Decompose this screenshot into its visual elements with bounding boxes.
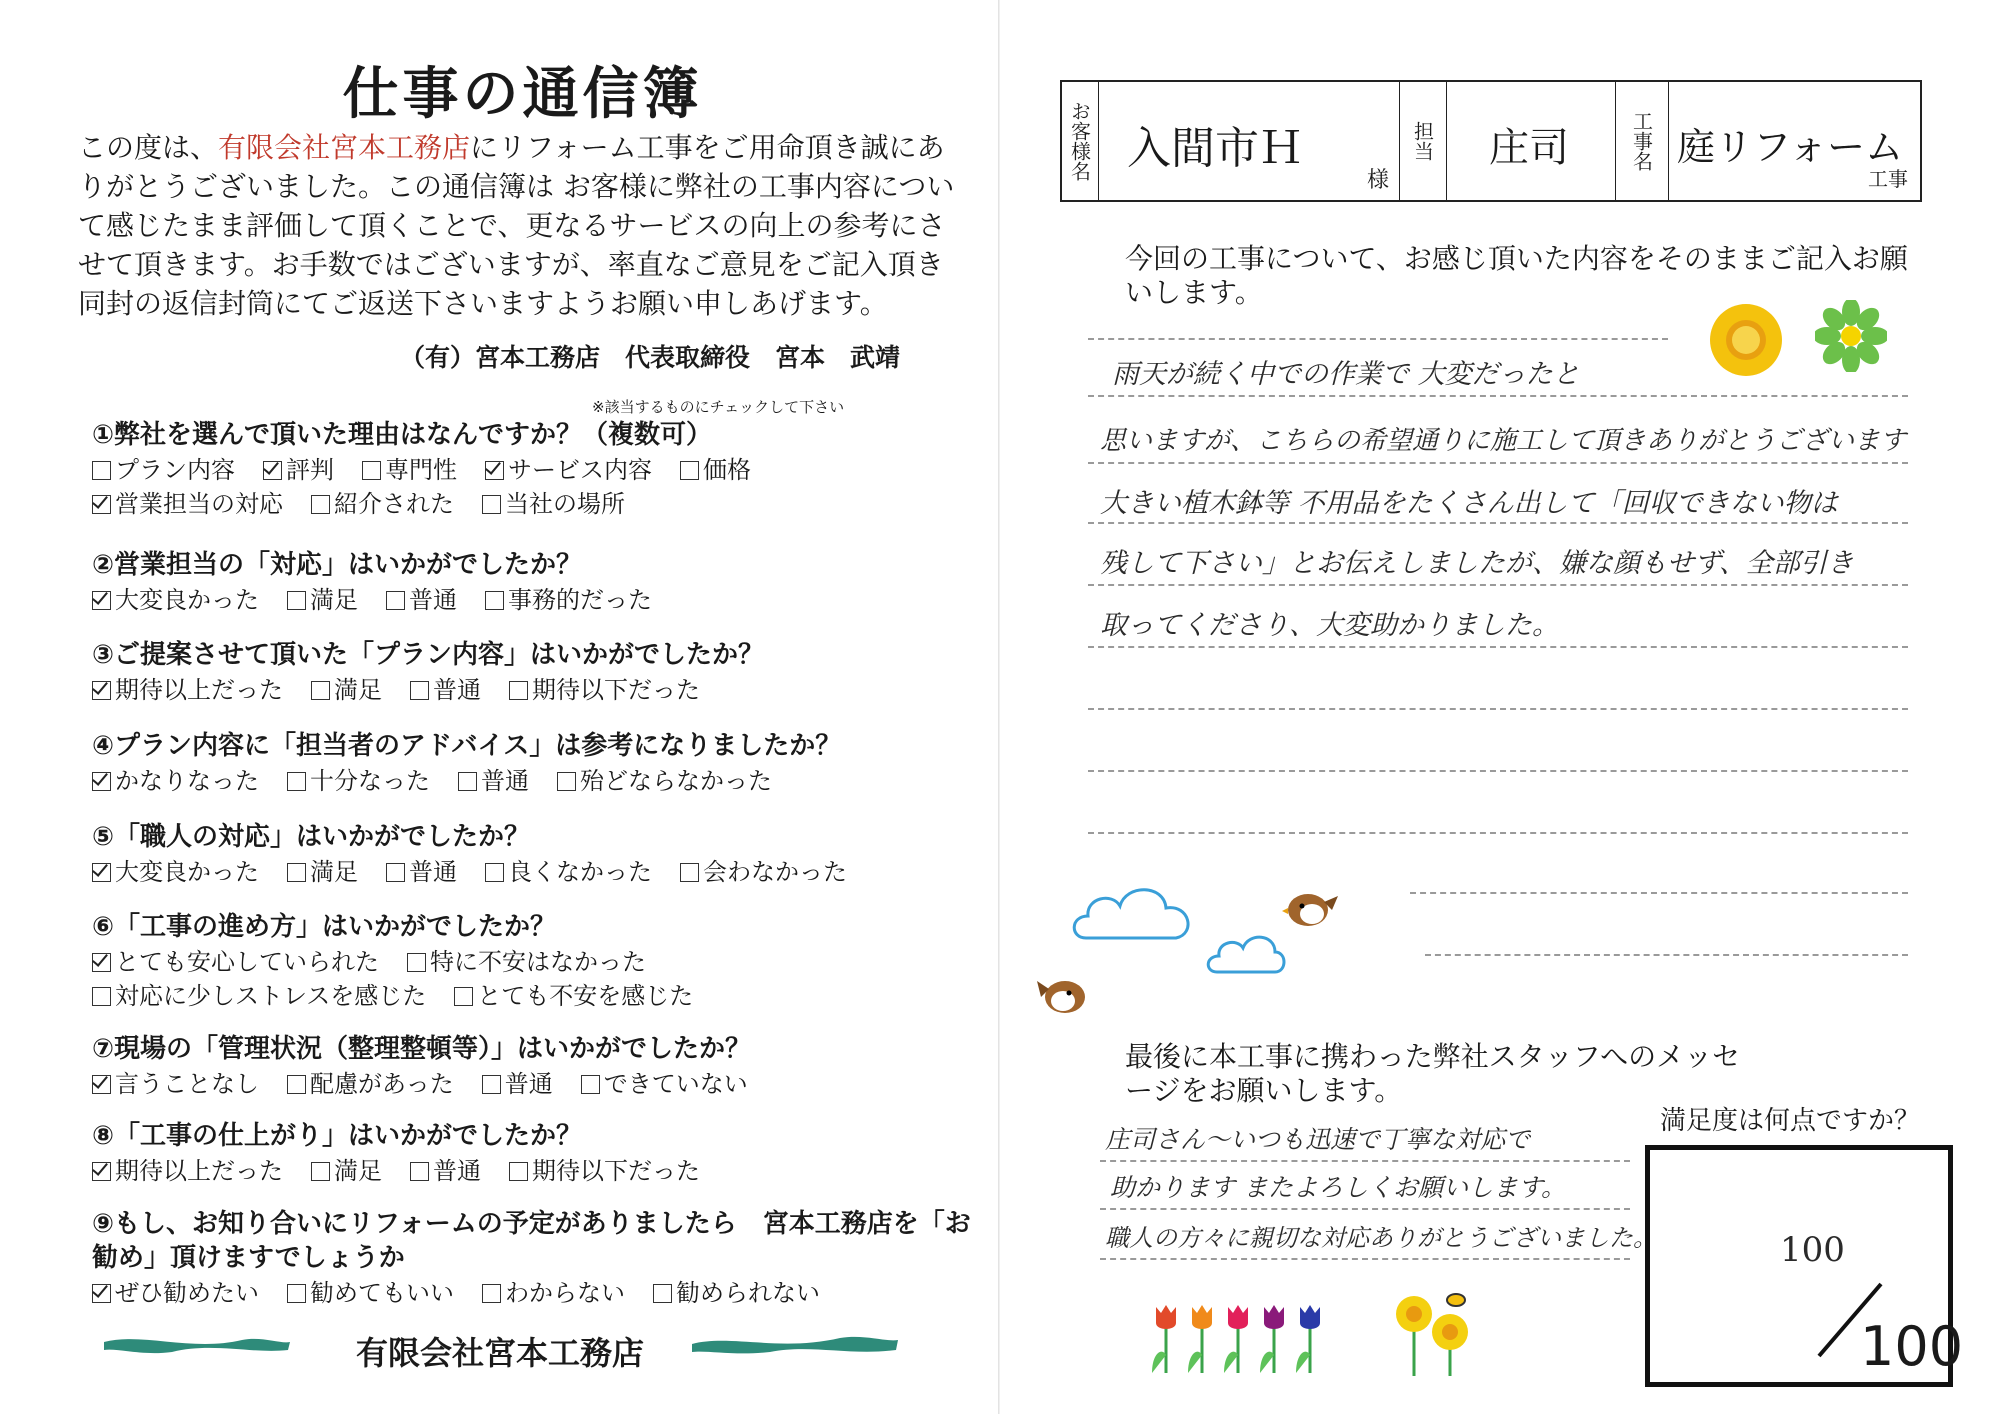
checked-box-icon[interactable] [92,863,111,882]
question-text: ⑥「工事の進め方」はいかがでしたか？ [92,912,557,942]
empty-box-icon[interactable] [485,591,504,610]
option-label: 事務的だった [508,586,652,614]
checkbox-option[interactable] [485,583,652,617]
bird-icon [1282,888,1338,930]
option-label: 期待以上だった [115,1157,283,1185]
checkbox-option[interactable] [482,487,625,521]
rule-line [1410,892,1908,894]
comment-prompt: 今回の工事について、お感じ頂いた内容をそのままご記入お願いします。 [1125,242,1908,309]
rule-line [1088,708,1908,710]
checkbox-option[interactable] [410,673,481,707]
signature: （有）宮本工務店 代表取締役 宮本 武靖 [400,343,901,372]
option-label: 特に不安はなかった [430,948,646,976]
option-label: かなりなった [115,767,259,795]
rule-line [1088,338,1668,340]
checkbox-option[interactable] [386,855,457,889]
checkbox-option[interactable] [92,453,235,487]
checkbox-option[interactable] [92,855,259,889]
empty-box-icon[interactable] [680,863,699,882]
empty-box-icon[interactable] [410,681,429,700]
question-options [92,1276,972,1310]
work-cell [1669,82,1920,200]
checkbox-option[interactable] [92,945,379,979]
option-label: 配慮があった [310,1070,454,1098]
checkbox-option[interactable] [407,945,646,979]
checkbox-option[interactable] [263,453,334,487]
comment-line-3: 大きい植木鉢等 不用品をたくさん出して「回収できない物は [1100,488,1838,519]
question-9 [92,1207,972,1310]
empty-box-icon[interactable] [92,461,111,480]
intro-company: 有限会社宮本工務店 [218,131,471,164]
customer-suffix: 様 [1366,168,1389,193]
satisfaction-box [1645,1145,1964,1387]
option-label: ぜひ勧めたい [115,1279,259,1307]
checkbox-option[interactable] [92,1276,259,1310]
rule-line [1088,646,1908,648]
brush-stroke-right-icon [690,1330,900,1356]
checkbox-option[interactable] [458,764,529,798]
option-label: 言うことなし [115,1070,259,1098]
checkbox-option[interactable] [680,453,751,487]
message-line-3: 職人の方々に親切な対応ありがとうございました。 [1105,1224,1657,1252]
option-label: 満足 [334,676,382,704]
question-options [92,945,972,1013]
empty-box-icon[interactable] [407,953,426,972]
rule-line [1088,832,1908,834]
empty-box-icon[interactable] [557,772,576,791]
checkbox-option[interactable] [482,1276,625,1310]
staff-name: 庄司 [1489,125,1569,171]
rule-line [1100,1208,1630,1210]
checkbox-option[interactable] [680,855,847,889]
checkbox-option[interactable] [653,1276,820,1310]
question-7 [92,1032,972,1101]
question-5 [92,820,972,889]
question-options [92,583,972,617]
question-text: ⑨もし、お知り合いにリフォームの予定がありましたら 宮本工務店を「お勧め」頂けますでしょうか [92,1209,971,1273]
checkbox-option[interactable] [311,487,454,521]
option-label: 普通 [409,586,457,614]
option-label: わからない [505,1279,625,1307]
option-label: 対応に少しストレスを感じた [115,982,427,1010]
satisfaction-max: 100 [1860,1315,1964,1378]
question-options [92,855,972,889]
checkbox-option[interactable] [92,1154,283,1188]
staff-cell [1447,82,1616,200]
option-label: 普通 [433,676,481,704]
rule-line [1100,1258,1630,1260]
checkbox-option[interactable] [311,1154,382,1188]
checkbox-option[interactable] [485,855,652,889]
checked-box-icon[interactable] [92,1162,111,1181]
empty-box-icon[interactable] [482,1075,501,1094]
empty-box-icon[interactable] [509,1162,528,1181]
option-label: 期待以下だった [532,1157,700,1185]
empty-box-icon[interactable] [287,591,306,610]
checkbox-option[interactable] [410,1154,481,1188]
intro-pre: この度は、 [78,131,219,164]
checked-box-icon[interactable] [92,1284,111,1303]
option-label: 期待以下だった [532,676,700,704]
empty-box-icon[interactable] [509,681,528,700]
message-line-1: 庄司さん～いつも迅速で丁寧な対応で [1105,1125,1531,1154]
checkbox-option[interactable] [92,673,283,707]
checkbox-option[interactable] [287,583,358,617]
question-text: ⑧「工事の仕上がり」はいかがでしたか？ [92,1121,583,1151]
question-text: ⑤「職人の対応」はいかがでしたか？ [92,822,531,852]
option-label: 当社の場所 [505,490,625,518]
option-label: 満足 [310,586,358,614]
question-text: ⑦現場の「管理状況（整理整頓等）」はいかがでしたか？ [92,1034,752,1064]
question-text: ③ご提案させて頂いた「プラン内容」はいかがでしたか？ [92,640,765,670]
option-label: 良くなかった [508,858,652,886]
question-2 [92,548,972,617]
customer-label: お客様名 [1062,82,1099,200]
empty-box-icon[interactable] [680,461,699,480]
checked-box-icon[interactable] [92,681,111,700]
work-name: 庭リフォーム [1677,125,1904,169]
checked-box-icon[interactable] [92,495,111,514]
question-options [92,764,972,798]
empty-box-icon[interactable] [92,987,111,1006]
checkbox-option[interactable] [92,1067,259,1101]
customer-cell [1099,82,1400,200]
work-suffix: 工事 [1868,167,1908,191]
checkbox-option[interactable] [482,1067,553,1101]
rule-line [1088,770,1908,772]
question-text: ①弊社を選んで頂いた理由はなんですか？（複数可） [92,420,713,450]
checkbox-option[interactable] [287,1276,454,1310]
empty-box-icon[interactable] [287,1284,306,1303]
footer-company: 有限会社宮本工務店 [355,1334,644,1372]
cloud-icon [1068,878,1198,948]
green-flower-icon [1815,300,1887,372]
question-options [92,1067,972,1101]
question-options [92,673,972,707]
option-label: 勧めてもいい [310,1279,454,1307]
option-label: 満足 [310,858,358,886]
option-label: 専門性 [385,456,457,484]
option-label: とても安心していられた [115,948,379,976]
empty-box-icon[interactable] [311,495,330,514]
staff-label: 担当 [1400,82,1447,200]
option-label: できていない [603,1070,748,1098]
option-label: 普通 [433,1157,481,1185]
option-label: 十分なった [310,767,430,795]
checkbox-option[interactable] [92,979,426,1013]
message-line-2: 助かります またよろしくお願いします。 [1110,1173,1566,1202]
empty-box-icon[interactable] [287,1075,306,1094]
rule-line [1088,462,1908,464]
cloud-small-icon [1205,930,1287,980]
checkbox-option[interactable] [287,855,358,889]
rule-line [1100,1160,1630,1162]
checkbox-option[interactable] [509,673,700,707]
rule-line [1088,584,1908,586]
question-options [92,453,972,521]
option-label: 大変良かった [115,586,259,614]
empty-box-icon[interactable] [386,863,405,882]
option-label: 普通 [409,858,457,886]
checkbox-option[interactable] [509,1154,700,1188]
option-label: 営業担当の対応 [115,490,283,518]
comment-line-1: 雨天が続く中での作業で 大変だったと [1112,359,1580,390]
tulips-icon [1148,1295,1348,1375]
option-label: 期待以上だった [115,676,283,704]
question-text: ②営業担当の「対応」はいかがでしたか？ [92,550,583,580]
comment-line-5: 取ってくださり、大変助かりました。 [1100,610,1559,641]
option-label: 普通 [481,767,529,795]
checked-box-icon[interactable] [485,461,504,480]
intro-post: にリフォーム工事をご用命頂き誠にありがとうございました。この通信簿は お客様に弊社の工事内容について感じたまま評価して頂くことで、更なるサービスの向上の参考にさせて頂きます。お手数ではございますが、率直なご意見をご記入頂き 同封の返信封筒にてご返送下さいますようお願い申しあげます。 [78,131,955,320]
checked-box-icon[interactable] [92,591,111,610]
option-label: 会わなかった [703,858,847,886]
bird-icon [1035,975,1091,1017]
comment-line-2: 思いますが、こちらの希望通りに施工して頂きありがとうございます [1100,426,1907,456]
message-prompt: 最後に本工事に携わった弊社スタッフへのメッセージをお願いします。 [1125,1040,1741,1107]
option-label: 評判 [286,456,334,484]
checkbox-option[interactable] [287,764,430,798]
checkbox-option[interactable] [92,487,283,521]
checked-box-icon[interactable] [92,953,111,972]
page-title: 仕事の通信簿 [342,62,703,127]
rule-line [1088,395,1908,397]
satisfaction-score: 100 [1780,1230,1845,1270]
option-label: 紹介された [334,490,454,518]
option-label: 普通 [504,1070,553,1098]
checkbox-option[interactable] [386,583,457,617]
checkbox-option[interactable] [557,764,772,798]
header-table [1060,80,1922,202]
option-label: 満足 [334,1157,382,1185]
option-label: 価格 [703,456,751,484]
empty-box-icon[interactable] [653,1284,672,1303]
question-options [92,1154,972,1188]
empty-box-icon[interactable] [454,987,473,1006]
question-1 [92,418,972,521]
checkbox-option[interactable] [287,1067,454,1101]
checkbox-option[interactable] [581,1067,748,1101]
customer-name: 入間市Ｈ [1127,123,1303,174]
checkbox-option[interactable] [454,979,693,1013]
rule-line [1088,522,1908,524]
option-label: 殆どならなかった [580,767,772,795]
empty-box-icon[interactable] [362,461,381,480]
check-note: ※該当するものにチェックして下さい [592,398,845,416]
empty-box-icon[interactable] [410,1162,429,1181]
option-label: サービス内容 [508,456,652,484]
work-label: 工事名 [1616,82,1669,200]
question-8 [92,1119,972,1188]
empty-box-icon[interactable] [485,863,504,882]
empty-box-icon[interactable] [311,1162,330,1181]
question-6 [92,910,972,1013]
checkbox-option[interactable] [92,583,259,617]
option-label: プラン内容 [115,456,235,484]
checkbox-option[interactable] [92,764,259,798]
question-4 [92,729,972,798]
question-3 [92,638,972,707]
empty-box-icon[interactable] [458,772,477,791]
sunflower-icon [1706,300,1786,380]
satisfaction-question: 満足度は何点ですか？ [1660,1106,1921,1136]
empty-box-icon[interactable] [581,1075,600,1094]
intro-text [78,128,958,323]
checked-box-icon[interactable] [263,461,282,480]
empty-box-icon[interactable] [311,681,330,700]
option-label: とても不安を感じた [477,982,694,1010]
option-label: 勧められない [676,1279,820,1307]
empty-box-icon[interactable] [287,772,306,791]
empty-box-icon[interactable] [482,1284,501,1303]
empty-box-icon[interactable] [287,863,306,882]
option-label: 大変良かった [115,858,259,886]
checkbox-option[interactable] [362,453,457,487]
yellow-flowers-icon [1392,1290,1482,1378]
checked-box-icon[interactable] [92,1075,111,1094]
checked-box-icon[interactable] [92,772,111,791]
checkbox-option[interactable] [311,673,382,707]
empty-box-icon[interactable] [386,591,405,610]
comment-line-4: 残して下さい」とお伝えしましたが、嫌な顔もせず、全部引き [1100,548,1854,579]
checkbox-option[interactable] [485,453,652,487]
question-text: ④プラン内容に「担当者のアドバイス」は参考になりましたか？ [92,731,842,761]
rule-line [1425,954,1908,956]
empty-box-icon[interactable] [482,495,501,514]
